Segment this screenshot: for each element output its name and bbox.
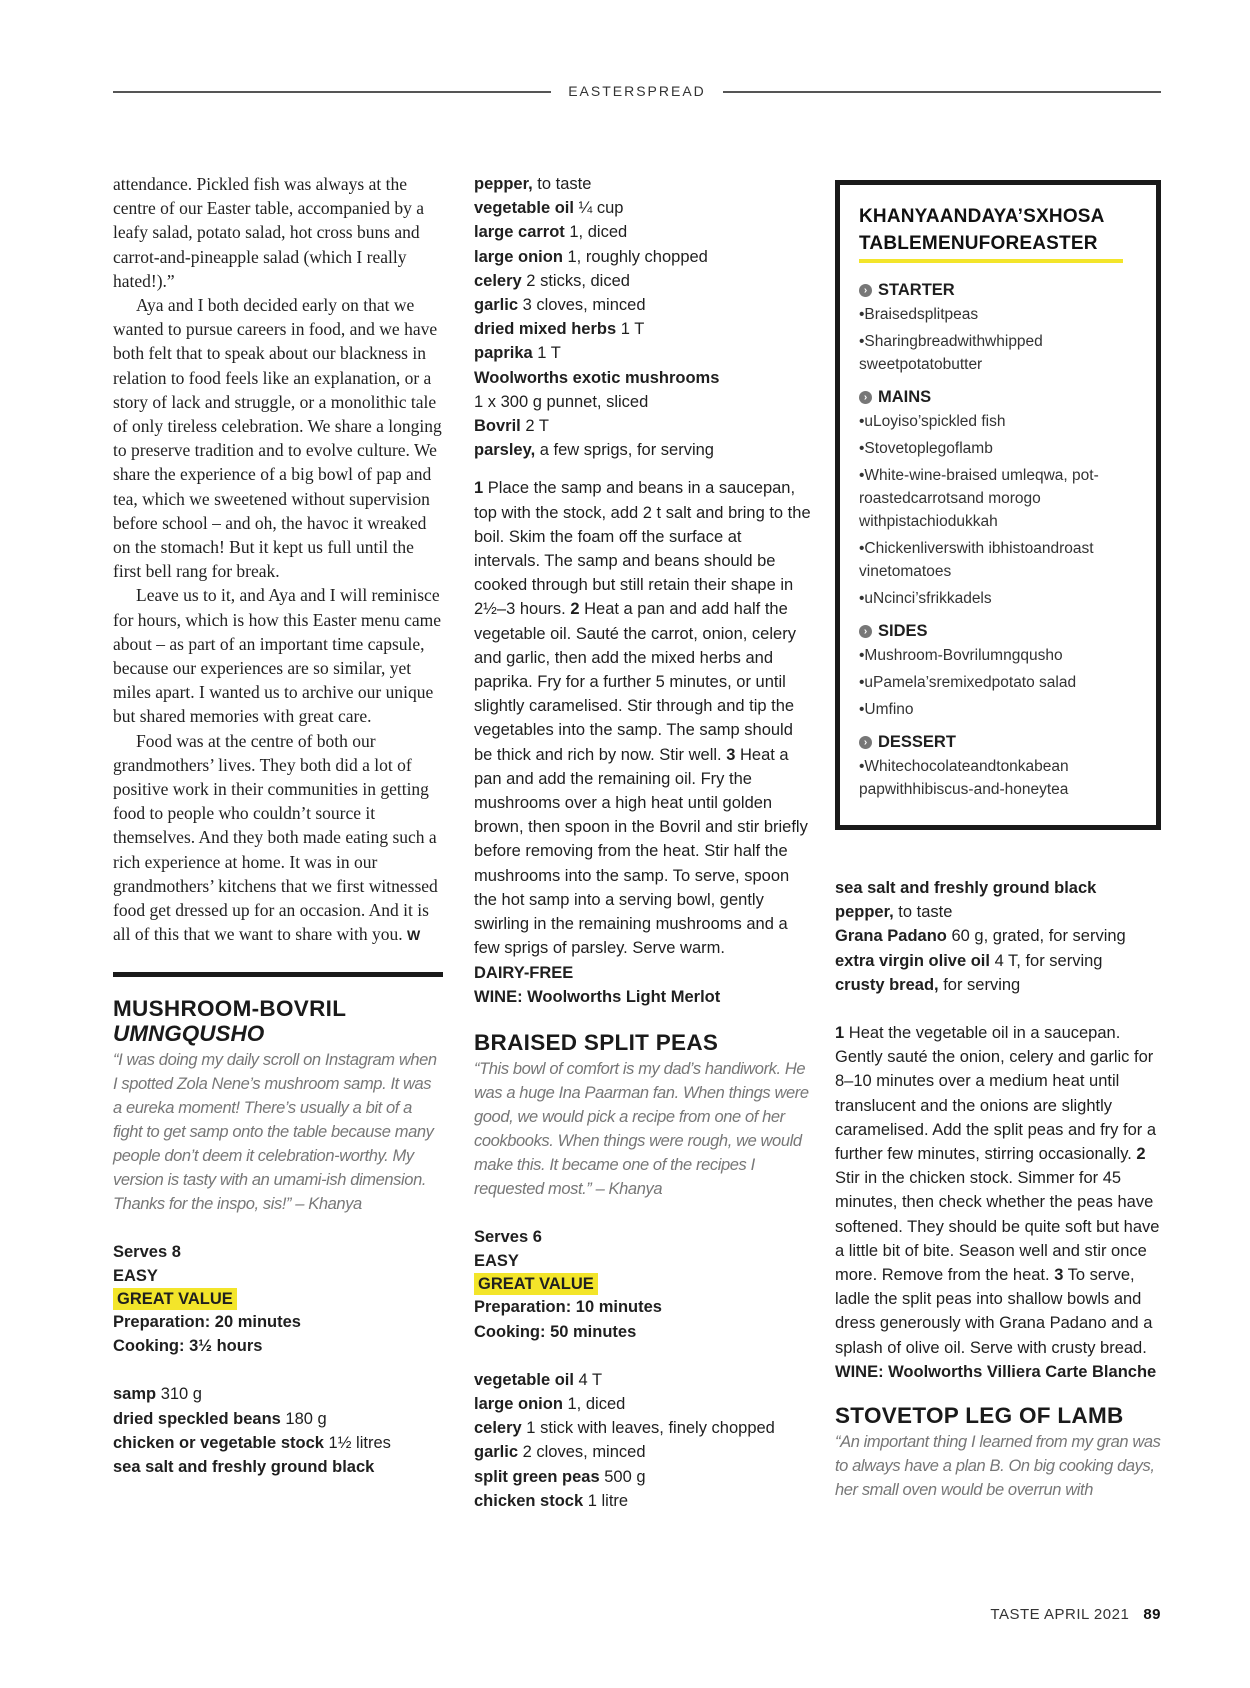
ingredient-name: samp bbox=[113, 1385, 157, 1404]
method bbox=[835, 1021, 1161, 1360]
ingredient-name: extra virgin olive oil bbox=[835, 951, 990, 970]
great-value-badge: GREAT VALUE bbox=[474, 1273, 598, 1295]
step-text: Heat a pan and add half the vegetable oil. Sauté the carrot, onion, celery and garlic, then add the mixed herbs and paprika. Fry for a further 5 minutes, or until slightly caramelised. Stir through and tip the vegetables into the samp. The samp should be thick and rich by now. Stir well. bbox=[474, 600, 796, 764]
menu-item: •White-wine-braised umleqwa, pot-roastedcarrotsand morogo withpistachiodukkah bbox=[859, 467, 1099, 530]
ingredient bbox=[474, 341, 812, 365]
menu-item: •uLoyiso’spickled fish bbox=[859, 413, 1006, 430]
ingredient bbox=[474, 1368, 812, 1392]
column-2 bbox=[474, 172, 812, 1513]
ingredient-detail: 4 T bbox=[573, 1370, 603, 1389]
ingredient bbox=[113, 1431, 443, 1455]
ingredient bbox=[474, 1416, 812, 1440]
ingredient-detail: a few sprigs, for serving bbox=[535, 441, 714, 460]
ingredient-name: chicken stock bbox=[474, 1491, 584, 1510]
menu-item: •Chickenliverswith ibhistoandroast vinetomatoes bbox=[859, 540, 1094, 580]
ingredient-list-continued bbox=[474, 172, 812, 462]
recipe-braised-split-peas bbox=[474, 1031, 812, 1513]
ingredient-name: Bovril bbox=[474, 417, 521, 436]
ingredient bbox=[474, 366, 812, 390]
ingredient-name: parsley, bbox=[474, 441, 536, 460]
ingredient-name: garlic bbox=[474, 1443, 519, 1462]
ingredient-list-continued bbox=[835, 876, 1161, 997]
cook-time: Cooking: 50 minutes bbox=[474, 1322, 637, 1341]
paragraph bbox=[113, 729, 443, 948]
ingredient-name: dried speckled beans bbox=[113, 1409, 281, 1428]
menu-section-heading: › STARTER bbox=[859, 279, 1137, 301]
ingredient-name: celery bbox=[474, 1419, 522, 1438]
running-header bbox=[113, 80, 1161, 104]
easter-menu-box bbox=[835, 180, 1161, 830]
ingredient bbox=[474, 414, 812, 438]
menu-item: •Stovetoplegoflamb bbox=[859, 440, 993, 457]
prep-time: Preparation: 10 minutes bbox=[474, 1298, 662, 1317]
paragraph: Aya and I both decided early on that we wanted to pursue careers in food, and we have both felt that to speak about our blackness in relation to food feels like an explanation, or a story of lack and struggle, or a monolithic tale of only tireless celebration. We share a longing to preserve tradition and to evolve culture. We share the experience of a big bowl of pap and tea, which we sweetened without supervision before school – and oh, the havoc it wreaked on the stomach! But it kept us full until the first bell rang for break. bbox=[113, 295, 442, 582]
ingredient-list bbox=[474, 1368, 812, 1513]
page-footer bbox=[970, 1606, 1161, 1623]
ingredient-name: pepper, bbox=[835, 903, 894, 922]
step-text: Stir in the chicken stock. Simmer for 45 minutes, then check whether the peas have softened. They should be quite soft but have a little bit of bite. Season well and stir once more. Remove from the heat. bbox=[835, 1169, 1160, 1285]
recipe-intro: “An important thing I learned from my gran was to always have a plan B. On big cooking days, her small oven would be overrun with bbox=[835, 1433, 1161, 1500]
ingredient bbox=[835, 900, 1161, 924]
recipe-intro: “This bowl of comfort is my dad’s handiwork. He was a huge Ina Paarman fan. When things were good, we would pick a recipe from one of her cookbooks. When things were rough, we would make this. It became one of the recipes I requested most.” – Khanya bbox=[474, 1059, 809, 1198]
magazine-issue: TASTE APRIL 2021 bbox=[990, 1606, 1130, 1623]
ingredient-detail: 1 litre bbox=[583, 1491, 629, 1510]
column-3 bbox=[835, 180, 1161, 1502]
wine-pairing: WINE: Woolworths Light Merlot bbox=[474, 987, 721, 1006]
ingredient bbox=[474, 293, 812, 317]
menu-title: KHANYAANDAYA’SXHOSA bbox=[859, 206, 1105, 227]
step-number: 2 bbox=[570, 600, 580, 619]
paragraph: Leave us to it, and Aya and I will reminisce for hours, which is how this Easter menu came about – as part of an important time capsule, because our experiences are so similar, yet miles apart. I wanted us to archive our unique but shared memories with great care. bbox=[113, 585, 442, 727]
column-1 bbox=[113, 172, 443, 1479]
ingredient-detail: 3 cloves, minced bbox=[518, 296, 646, 315]
arrow-circle-icon: › bbox=[859, 736, 872, 749]
ingredient-detail: ¼ cup bbox=[573, 199, 624, 218]
ingredient-list bbox=[113, 1382, 443, 1479]
step-number: 3 bbox=[726, 745, 736, 764]
ingredient-name: vegetable oil bbox=[474, 199, 574, 218]
ingredient bbox=[474, 220, 812, 244]
ingredient bbox=[474, 245, 812, 269]
ingredient-detail: to taste bbox=[893, 903, 953, 922]
header-rule-right bbox=[723, 91, 1161, 93]
ingredient bbox=[113, 1455, 443, 1479]
ingredient-detail: 1, diced bbox=[562, 1394, 626, 1413]
ingredient-detail: 500 g bbox=[599, 1467, 646, 1486]
ingredient-detail: 60 g, grated, for serving bbox=[946, 927, 1126, 946]
arrow-circle-icon: › bbox=[859, 625, 872, 638]
ingredient-name: sea salt and freshly ground black bbox=[835, 879, 1097, 897]
step-text: To serve, ladle the split peas into shallow bowls and dress generously with Grana Padano and a splash of olive oil. Serve with crusty bread. bbox=[835, 1266, 1153, 1357]
ingredient-detail: 2 T bbox=[520, 417, 549, 436]
ingredient-name: Woolworths exotic mushrooms bbox=[474, 368, 720, 387]
ingredient bbox=[474, 438, 812, 462]
difficulty: EASY bbox=[113, 1266, 158, 1285]
menu-item: •Braisedsplitpeas bbox=[859, 306, 979, 323]
menu-title: TABLEMENUFOREASTER bbox=[859, 233, 1098, 254]
ingredient-name: crusty bread, bbox=[835, 975, 939, 994]
recipe-mushroom-bovril bbox=[113, 997, 443, 1480]
ingredient bbox=[474, 1465, 812, 1489]
article-body bbox=[113, 172, 443, 948]
ingredient-detail: 1 T bbox=[532, 344, 561, 363]
ingredient-detail: 1½ litres bbox=[323, 1433, 391, 1452]
ingredient-detail: 2 cloves, minced bbox=[518, 1443, 646, 1462]
menu-section-heading: › DESSERT bbox=[859, 731, 1137, 753]
ingredient bbox=[835, 949, 1161, 973]
section-divider bbox=[113, 972, 443, 977]
ingredient bbox=[474, 1440, 812, 1464]
method bbox=[474, 476, 812, 960]
ingredient-name: paprika bbox=[474, 344, 533, 363]
ingredient-detail: for serving bbox=[938, 975, 1021, 994]
menu-item: •Umfino bbox=[859, 701, 914, 718]
ingredient bbox=[474, 269, 812, 293]
recipe-intro: “I was doing my daily scroll on Instagram when I spotted Zola Nene’s mushroom samp. It was a eureka moment! There’s usually a bit of a fight to get samp onto the table because many people don’t deem it celebration-worthy. My version is tasty with an umami-ish dimension. Thanks for the inspo, sis!” – Khanya bbox=[113, 1050, 437, 1213]
ingredient-detail: to taste bbox=[532, 175, 592, 193]
step-text: Heat the vegetable oil in a saucepan. Gently sauté the onion, celery and garlic for 8–10 minutes over a medium heat until translucent and the onions are slightly caramelised. Add the split peas and fry for a further few minutes, stirring occasionally. bbox=[835, 1024, 1157, 1164]
menu-item: •uPamela’sremixedpotato salad bbox=[859, 674, 1077, 691]
prep-time: Preparation: 20 minutes bbox=[113, 1312, 301, 1331]
arrow-circle-icon: › bbox=[859, 391, 872, 404]
ingredient bbox=[474, 196, 812, 220]
recipe-title: STOVETOP LEG OF LAMB bbox=[835, 1403, 1124, 1429]
ingredient-name: Grana Padano bbox=[835, 927, 947, 946]
ingredient bbox=[113, 1407, 443, 1431]
step-text: Place the samp and beans in a saucepan, top with the stock, add 2 t salt and bring to the boil. Skim the foam off the surface at intervals. The samp and beans should be cooked through but still retain their shape in 2½–3 hours. bbox=[474, 479, 811, 619]
ingredient bbox=[474, 317, 812, 341]
ingredient-name: split green peas bbox=[474, 1467, 600, 1486]
recipe-title: BRAISED SPLIT PEAS bbox=[474, 1029, 719, 1055]
serves: Serves 8 bbox=[113, 1242, 181, 1261]
ingredient-name: pepper, bbox=[474, 175, 533, 193]
ingredient-detail: 1 T bbox=[616, 320, 645, 339]
ingredient-name: vegetable oil bbox=[474, 1370, 574, 1389]
step-number: 1 bbox=[835, 1024, 845, 1043]
ingredient-detail: 1 stick with leaves, finely chopped bbox=[521, 1419, 775, 1438]
menu-item: •Whitechocolateandtonkabean papwithhibiscus-and-honeytea bbox=[859, 758, 1069, 798]
ingredient-detail: 180 g bbox=[280, 1409, 327, 1428]
cook-time: Cooking: 3½ hours bbox=[113, 1337, 263, 1356]
ingredient-name: large carrot bbox=[474, 223, 565, 242]
ingredient-name: celery bbox=[474, 271, 522, 290]
menu-section-heading: › SIDES bbox=[859, 620, 1137, 642]
step-number: 3 bbox=[1054, 1266, 1064, 1285]
dietary-note: DAIRY-FREE bbox=[474, 963, 574, 982]
step-number: 1 bbox=[474, 479, 484, 498]
ingredient-detail: 1 x 300 g punnet, sliced bbox=[474, 392, 649, 411]
ingredient bbox=[835, 876, 1161, 900]
ingredient bbox=[835, 973, 1161, 997]
ingredient-detail: 1, diced bbox=[564, 223, 628, 242]
ingredient-name: large onion bbox=[474, 1394, 563, 1413]
wine-pairing: WINE: Woolworths Villiera Carte Blanche bbox=[835, 1362, 1157, 1381]
arrow-circle-icon: › bbox=[859, 284, 872, 297]
ingredient-detail: 310 g bbox=[156, 1385, 202, 1404]
difficulty: EASY bbox=[474, 1252, 519, 1271]
menu-item: •Sharingbreadwithwhipped sweetpotatobutter bbox=[859, 333, 1043, 373]
ingredient bbox=[474, 390, 812, 414]
ingredient-name: sea salt and freshly ground black bbox=[113, 1457, 375, 1476]
menu-item: •uNcinci’sfrikkadels bbox=[859, 590, 992, 607]
ingredient bbox=[113, 1382, 443, 1406]
ingredient-detail: 2 sticks, diced bbox=[521, 271, 630, 290]
ingredient bbox=[474, 172, 812, 196]
recipe-subtitle: UMNGQUSHO bbox=[113, 1020, 265, 1046]
sign-off-mark: W bbox=[407, 927, 421, 944]
recipe-title: MUSHROOM-BOVRIL bbox=[113, 995, 347, 1021]
ingredient-name: chicken or vegetable stock bbox=[113, 1433, 324, 1452]
paragraph-text: Food was at the centre of both our grandmothers’ lives. They both did a lot of positive work in their communities in getting food to people who couldn’t source it themselves. And they both made eating such a rich experience at home. It was in our grandmothers’ kitchens that we first witnessed food get dressed up for an occasion. And it is all of this that we want to share with you. bbox=[113, 730, 438, 945]
ingredient bbox=[474, 1392, 812, 1416]
ingredient bbox=[835, 924, 1161, 948]
menu-item: •Mushroom-Bovrilumngqusho bbox=[859, 647, 1063, 664]
ingredient-detail: 4 T, for serving bbox=[989, 951, 1103, 970]
ingredient-name: dried mixed herbs bbox=[474, 320, 617, 339]
paragraph: attendance. Pickled fish was always at the centre of our Easter table, accompanied by a leafy salad, potato salad, hot cross buns and carrot-and-pineapple salad (which I really hated!).” bbox=[113, 174, 424, 291]
menu-title-underline bbox=[859, 259, 1123, 263]
ingredient bbox=[474, 1489, 812, 1513]
recipe-stovetop-leg-of-lamb bbox=[835, 1404, 1161, 1502]
great-value-badge: GREAT VALUE bbox=[113, 1288, 237, 1310]
section-label: EASTERSPREAD bbox=[568, 83, 706, 99]
page-number: 89 bbox=[1143, 1606, 1161, 1623]
header-rule-left bbox=[113, 91, 551, 93]
ingredient-name: large onion bbox=[474, 247, 563, 266]
ingredient-name: garlic bbox=[474, 296, 519, 315]
serves: Serves 6 bbox=[474, 1227, 542, 1246]
step-number: 2 bbox=[1136, 1145, 1146, 1164]
step-text: Heat a pan and add the remaining oil. Fry the mushrooms over a high heat until golden brown, then spoon in the Bovril and stir briefly before removing from the heat. Stir half the mushrooms into the samp. To serve, spoon the hot samp into a serving bowl, gently swirling in the remaining mushrooms and a few sprigs of parsley. Serve warm. bbox=[474, 745, 808, 958]
menu-section-heading: › MAINS bbox=[859, 386, 1137, 408]
ingredient-detail: 1, roughly chopped bbox=[562, 247, 708, 266]
